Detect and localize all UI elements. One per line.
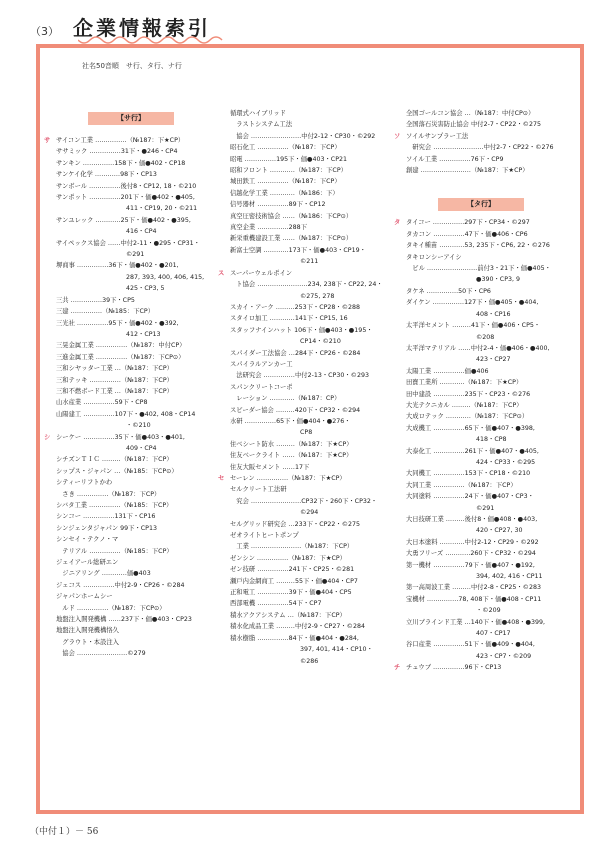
index-entry (44, 318, 212, 341)
index-entry (394, 594, 570, 617)
index-entry (44, 158, 212, 169)
entry-reference: 409・CP4 (126, 444, 157, 452)
entry-name: 昭電 ……………195下・価●403・CP21 (230, 155, 348, 163)
index-entry (218, 496, 388, 519)
entry-name: 協会 ……………………©279 (56, 650, 146, 658)
entry-name: 城田鉄工 ……………（№187：下CP） (230, 178, 341, 186)
index-column-3 (394, 108, 570, 674)
entry-name: 大光テクニカル ………（№187：下CP） (406, 401, 523, 409)
entry-name: 三進金属工業 ……………（№187：下CP⊙） (56, 353, 185, 361)
index-entry (218, 598, 388, 609)
entry-name: タカコン ……………47下・価●406・CP6 (406, 230, 528, 238)
index-entry (218, 211, 388, 222)
index-entry (218, 268, 388, 279)
entry-name: タイコー ……………297下・CP34・©297 (406, 219, 530, 227)
entry-reference: 394, 402, 416・CP11 (476, 573, 543, 581)
entry-name: 積水アクアシステム …（№187：下CP） (230, 611, 346, 619)
entry-name: 積水化成品工業 ………中付2-9・CP27・©284 (230, 623, 365, 631)
entry-name: 太平洋セメント ………41下・価●406・CP5・ (406, 322, 541, 330)
entry-name: 大同塗料 ……………24下・価●407・CP3・ (406, 493, 534, 501)
index-entry (394, 165, 570, 176)
entry-name: サイペックス協会 ……中付2-11・●295・CP31・ (56, 239, 200, 247)
kana-marker: ソ (394, 132, 401, 140)
index-entry (44, 340, 212, 351)
entry-reference: 412・CP13 (126, 330, 161, 338)
index-subtitle: 社名50音順 サ行、タ行、ナ行 (82, 62, 182, 70)
entry-name: スタイロ加工 …………141下・CP15, 16 (230, 315, 348, 323)
index-entry (44, 181, 212, 192)
entry-name: 田中建設 ……………235下・CP23・©276 (406, 390, 531, 398)
entry-name: 創建 ……………………（№187：下★CP） (406, 167, 529, 175)
index-entry (218, 633, 388, 667)
entry-name: シンコー ……………131下・CP16 (56, 513, 156, 521)
index-entry (394, 217, 570, 228)
kana-marker: シ (44, 433, 51, 441)
index-entry (44, 568, 212, 579)
kana-marker: サ (44, 137, 51, 144)
entry-name: 大泰化工 ……………261下・価●407・●405, (406, 447, 539, 455)
index-entry (218, 405, 388, 416)
entry-name: 真空企業 ……………288下 (230, 224, 307, 232)
entry-name: 地盤注入開発機構 ……237下・価●403・CP23 (56, 616, 192, 624)
kana-marker: チ (394, 664, 401, 672)
index-entry (44, 466, 212, 477)
entry-name: シーケー ……………35下・価●403・●401, (56, 433, 185, 441)
index-entry (44, 397, 212, 408)
index-entry (394, 119, 570, 130)
entry-reference: 408・CP16 (476, 310, 511, 318)
entry-name: 水研 ……………65下・価●404・●276・ (230, 417, 351, 425)
index-entry (394, 423, 570, 446)
index-entry (218, 108, 388, 119)
index-entry (44, 477, 212, 488)
entry-name: ソイルサンプラー工法 (406, 132, 469, 140)
kana-marker: タ (394, 219, 401, 227)
index-entry (218, 165, 388, 176)
entry-reference: 287, 393, 400, 406, 415, (126, 273, 205, 281)
index-entry (44, 306, 212, 317)
index-entry (44, 523, 212, 534)
index-entry (218, 302, 388, 313)
index-entry (44, 409, 212, 432)
kana-marker: ス (218, 269, 225, 277)
entry-reference: 420・CP27, 30 (476, 527, 523, 535)
entry-name: 三和不燃ボード工業 …（№187：下CP） (56, 387, 173, 395)
entry-reference: 423・CP7・©209 (476, 652, 532, 660)
index-entry (44, 637, 212, 648)
entry-name: シンセイ・テクノ・マ (56, 536, 119, 544)
entry-name: スピーダー協会 ………420下・CP32・©294 (230, 406, 361, 414)
index-entry (218, 199, 388, 210)
page-title: 企業情報索引 (73, 16, 211, 40)
index-entry (218, 370, 388, 381)
entry-name: ササミック ……………31下・●246・CP4 (56, 148, 178, 156)
index-entry (44, 363, 212, 374)
index-entry (218, 473, 388, 484)
entry-name: 太陽工業 ……………価●406 (406, 367, 489, 375)
index-entry (218, 382, 388, 393)
section-header-ta: 【タ行】 (438, 198, 524, 211)
entry-name: セルクリート工法研 (230, 486, 287, 494)
entry-name: 協会 ……………………中付2-12・CP30・©292 (230, 132, 376, 140)
index-entry (394, 560, 570, 583)
index-entry (218, 348, 388, 359)
entry-name: シンジェンタジャパン 99下・CP13 (56, 524, 157, 532)
index-entry (218, 154, 388, 165)
index-entry (218, 564, 388, 575)
entry-name: ゼオライトヒートポンプ (230, 532, 299, 540)
index-entry (394, 154, 570, 165)
index-entry (394, 343, 570, 366)
index-entry (218, 530, 388, 541)
index-entry (218, 450, 388, 461)
entry-name: スーパーウェルポイン (230, 269, 293, 277)
index-entry (394, 446, 570, 469)
index-entry (218, 131, 388, 142)
entry-name: 三共 ……………39下・CP5 (56, 296, 135, 304)
index-entry (394, 639, 570, 662)
entry-reference: 424・CP33・©295 (476, 458, 536, 466)
entry-reference: ©291 (476, 504, 495, 512)
index-entry (44, 260, 212, 294)
section-number: （3） (30, 25, 59, 38)
entry-reference: 416・CP4 (126, 228, 157, 236)
entry-name: ジェイアール総研エン (56, 559, 119, 567)
index-entry (218, 621, 388, 632)
index-entry (394, 468, 570, 479)
index-entry (44, 375, 212, 386)
index-column-2 (218, 108, 388, 667)
entry-name: 谷口産業 ……………51下・価●409・●404, (406, 641, 535, 649)
index-entry (218, 587, 388, 598)
index-entry (218, 233, 388, 244)
index-entry (218, 245, 388, 268)
entry-reference: ©208 (476, 333, 495, 341)
entry-reference: ・©209 (476, 607, 501, 615)
entry-name: サンキン ……………158下・価●402・CP18 (56, 159, 186, 167)
entry-name: 山陽建工 ……………107下・●402, 408・CP14 (56, 410, 196, 418)
entry-name: 昭和フロント …………（№187：下CP） (230, 167, 347, 175)
index-entry (218, 359, 388, 370)
index-entry (44, 580, 212, 591)
entry-name: サンポット ……………201下・価●402・●405, (56, 194, 195, 202)
entry-name: サンユレック …………25下・価●402・●395, (56, 216, 191, 224)
entry-name: ラストシステム工法 (230, 121, 293, 129)
index-entry (218, 188, 388, 199)
entry-name: シチズンＴＩＣ ………（№187：下CP） (56, 456, 173, 464)
index-entry (394, 252, 570, 263)
index-entry (218, 393, 388, 404)
index-entry (218, 176, 388, 187)
index-entry (218, 416, 388, 439)
index-entry (44, 238, 212, 261)
index-entry (394, 491, 570, 514)
entry-name: 瀬戸内金網商工 ………55下・価●404・CP7 (230, 577, 358, 585)
index-entry (394, 229, 570, 240)
entry-name: 新富士空調 …………173下・価●403・CP19・ (230, 246, 366, 254)
entry-name: 三和シヤッター工業 …（№187：下CP） (56, 365, 173, 373)
index-entry (44, 625, 212, 636)
index-entry (218, 484, 388, 495)
entry-name: スパイダー工法協会 …284下・CP26・©284 (230, 349, 361, 357)
entry-name: サンケイ化学 …………98下・CP13 (56, 171, 157, 179)
index-entry (44, 603, 212, 614)
index-entry (44, 500, 212, 511)
index-entry (218, 313, 388, 324)
index-entry (218, 325, 388, 348)
entry-name: 立川ブラインド工業 …140下・価●408・●399, (406, 618, 546, 626)
entry-name: 究会 ……………………CP32下・260下・CP32・ (230, 497, 378, 505)
entry-reference: 411・CP19, 20・©211 (126, 205, 198, 213)
index-entry (218, 541, 388, 552)
index-entry (44, 169, 212, 180)
index-entry (394, 480, 570, 491)
entry-name: 大同工業 ……………（№187：下CP） (406, 481, 517, 489)
entry-name: レーション …………（№187：CP） (230, 395, 341, 403)
index-entry (44, 546, 212, 557)
entry-name: 工業 ……………………（№187：下CP） (230, 543, 354, 551)
entry-reference: 407・CP17 (476, 630, 511, 638)
index-entry (394, 377, 570, 388)
index-entry (394, 548, 570, 559)
entry-name: サンボール ……………後付8・CP12, 18・©210 (56, 182, 197, 190)
entry-name: 大同機工 ……………153下・CP18・©210 (406, 470, 531, 478)
index-entry (44, 534, 212, 545)
entry-name: 堺商事 ……………36下・価●402・●201, (56, 262, 179, 270)
entry-name: 第一機材 ……………79下・価●407・●192, (406, 561, 535, 569)
entry-name: チュウブ ……………96下・CP13 (406, 664, 502, 672)
entry-name: さき ……………（№187：下CP） (56, 490, 161, 498)
entry-name: ジャパンホームシー (56, 593, 113, 601)
entry-name: 全国落石災害防止協会 中付2-7・CP22・©275 (406, 121, 541, 129)
entry-name: ビル ……………………前付3・21下・価●405・ (406, 265, 551, 273)
index-entry (394, 108, 570, 119)
entry-name: サイコン工業 ……………（№187：下★CP） (56, 137, 185, 144)
index-entry (218, 462, 388, 473)
index-entry (394, 411, 570, 422)
entry-name: スタッフナインハット 106下・価●403・●195・ (230, 326, 373, 334)
entry-name: グラウト・本設注入 (56, 638, 119, 646)
entry-name: 田寶工業所 …………（№187：下★CP） (406, 379, 523, 387)
entry-name: 太平洋マテリアル ……中付2-4・価●406・●400, (406, 344, 550, 352)
index-entry (394, 514, 570, 537)
entry-name: 大勇フリーズ …………260下・CP32・©294 (406, 550, 536, 558)
index-entry (44, 295, 212, 306)
index-entry (44, 557, 212, 568)
entry-reference: 425・CP3, 5 (126, 285, 165, 293)
entry-name: 新栄重機建設工業 ……（№187：下CP⊙） (230, 235, 353, 243)
index-entry (218, 142, 388, 153)
index-entry (44, 215, 212, 238)
entry-name: 循環式ハイブリッド (230, 110, 286, 117)
entry-name: スカイ・アーク ………253下・CP28・©288 (230, 303, 361, 311)
entry-name: スパンクリートコーポ (230, 383, 293, 391)
index-entry (394, 662, 570, 673)
section-header-sa: 【サ行】 (88, 112, 174, 125)
index-entry (44, 386, 212, 397)
entry-reference: ●390・CP3, 9 (476, 276, 521, 284)
entry-name: シップス・ジャパン …（№185：下CP⊙） (56, 467, 178, 475)
entry-name: セルグリッド研究会 …233下・CP22・©275 (230, 520, 361, 528)
entry-name: ジニアリング …………価●403 (56, 570, 151, 578)
entry-name: タキロンシーアイシ (406, 253, 462, 261)
index-entry (394, 320, 570, 343)
entry-name: ルド ……………（№187：下CP⊙） (56, 604, 166, 612)
index-entry (394, 297, 570, 320)
index-entry (218, 610, 388, 621)
entry-name: 全国ゴールコン協会 …（№187：中付CP⊙） (406, 110, 535, 117)
entry-name: 住友大阪セメント ……17下 (230, 463, 310, 471)
index-entry (218, 553, 388, 564)
index-entry (44, 192, 212, 215)
index-entry (44, 432, 212, 455)
entry-name: 信号器材 ……………89下・CP12 (230, 201, 326, 209)
entry-name: ダイケン ……………127下・価●405・●404, (406, 299, 539, 307)
entry-name: 大日本塗料 …………中付2-12・CP29・©292 (406, 538, 539, 546)
entry-name: 地盤注入開発機構恪久 (56, 627, 119, 635)
entry-name: ゼン技研 ……………241下・CP25・©281 (230, 566, 355, 574)
entry-name: 大成ロテック …………（№187：下CP⊙） (406, 413, 529, 421)
entry-reference: ©294 (300, 509, 319, 517)
entry-reference: ・©210 (126, 422, 151, 430)
kana-marker: セ (218, 475, 225, 482)
entry-reference: ©291 (126, 251, 145, 259)
entry-name: 山水産業 ……………59下・CP8 (56, 399, 148, 407)
entry-name: 第一高周波工業 ………中付2-8・CP25・©283 (406, 584, 541, 592)
entry-name: 積水樹脂 ……………84下・価●404・●284, (230, 634, 359, 642)
entry-name: ソイル工業 ……………76下・CP9 (406, 155, 504, 163)
entry-name: 住友ベークライト ……（№187：下★CP） (230, 452, 353, 460)
entry-reference: 397, 401, 414・CP10・ (300, 646, 373, 654)
index-entry (218, 119, 388, 130)
entry-name: 法研究会 ……………中付2-13・CP30・©293 (230, 372, 369, 380)
entry-name: 信越化学工業 …………（№186：下） (230, 189, 339, 197)
entry-name: 昭石化工 ……………（№187：下CP） (230, 144, 341, 152)
index-entry (218, 439, 388, 450)
index-entry (218, 279, 388, 302)
entry-name: セーレン ……………（№187：下★CP） (230, 475, 346, 482)
page-number: （中付１）－ 56 (30, 827, 99, 837)
index-entry (44, 511, 212, 522)
entry-name: テリアル ……………（№185：下CP） (56, 547, 173, 555)
index-column-1 (44, 110, 212, 660)
entry-name: シバタ工業 ……………（№185：下CP） (56, 502, 173, 509)
entry-name: 西部電機 ……………54下・CP7 (230, 600, 322, 608)
entry-name: 宝機材 ……………78, 408下・価●408・CP11 (406, 595, 542, 603)
index-entry (44, 146, 212, 157)
entry-name: ト協会 ……………………234, 238下・CP22, 24・ (230, 281, 383, 289)
entry-name: タキイ種苗 …………53, 235下・CP6, 22・©276 (406, 242, 550, 250)
entry-reference: ©211 (300, 258, 319, 266)
entry-name: 大成機工 ……………65下・価●407・●398, (406, 424, 535, 432)
index-entry (394, 142, 570, 153)
index-entry (394, 131, 570, 142)
index-entry (44, 648, 212, 659)
index-entry (44, 591, 212, 602)
entry-reference: CP14・©210 (300, 338, 341, 346)
entry-name: 研究会 ……………………中付2-7・CP22・©276 (406, 144, 554, 152)
index-entry (44, 489, 212, 500)
entry-name: ジェコス ……………中付2-9・CP26・©284 (56, 581, 185, 589)
entry-name: シティーリフトかわ (56, 479, 113, 487)
index-entry (394, 366, 570, 377)
entry-name: タケネ ……………50下・CP6 (406, 287, 491, 295)
entry-name: 三晃金属工業 ……………（№187：中付CP） (56, 342, 186, 350)
entry-name: 大日技研工業 ………後付8・価●408・●403, (406, 516, 538, 523)
entry-name: 正和電工 ……………39下・価●404・CP5 (230, 589, 352, 597)
index-entry (394, 389, 570, 400)
entry-name: スパイラルアンカー工 (230, 360, 293, 368)
entry-reference: ©286 (300, 657, 319, 665)
index-entry (218, 519, 388, 530)
index-entry (394, 617, 570, 640)
index-entry (44, 135, 212, 146)
entry-name: 三和テッキ ……………（№187：下CP） (56, 376, 173, 384)
index-entry (218, 576, 388, 587)
index-entry (218, 222, 388, 233)
index-entry (394, 537, 570, 548)
index-entry (394, 263, 570, 286)
index-entry (44, 454, 212, 465)
entry-reference: 423・CP27 (476, 356, 511, 364)
entry-name: 真空圧密技術協会 ……（№186：下CP⊙） (230, 212, 353, 220)
entry-name: 三光社 ……………95下・価●402・●392, (56, 319, 179, 327)
index-entry (44, 352, 212, 363)
entry-name: 住ベシート防水 ………（№187：下★CP） (230, 440, 353, 448)
entry-name: ゼンシン ……………（№187：下★CP） (230, 554, 346, 562)
index-entry (394, 582, 570, 593)
index-entry (394, 240, 570, 251)
entry-reference: CP8 (300, 429, 313, 437)
entry-reference: 418・CP8 (476, 436, 507, 444)
index-entry (394, 286, 570, 297)
entry-name: 三建 ……………（№185：下CP） (56, 308, 155, 316)
index-entry (394, 400, 570, 411)
entry-reference: ©275, 278 (300, 292, 335, 300)
index-entry (44, 614, 212, 625)
